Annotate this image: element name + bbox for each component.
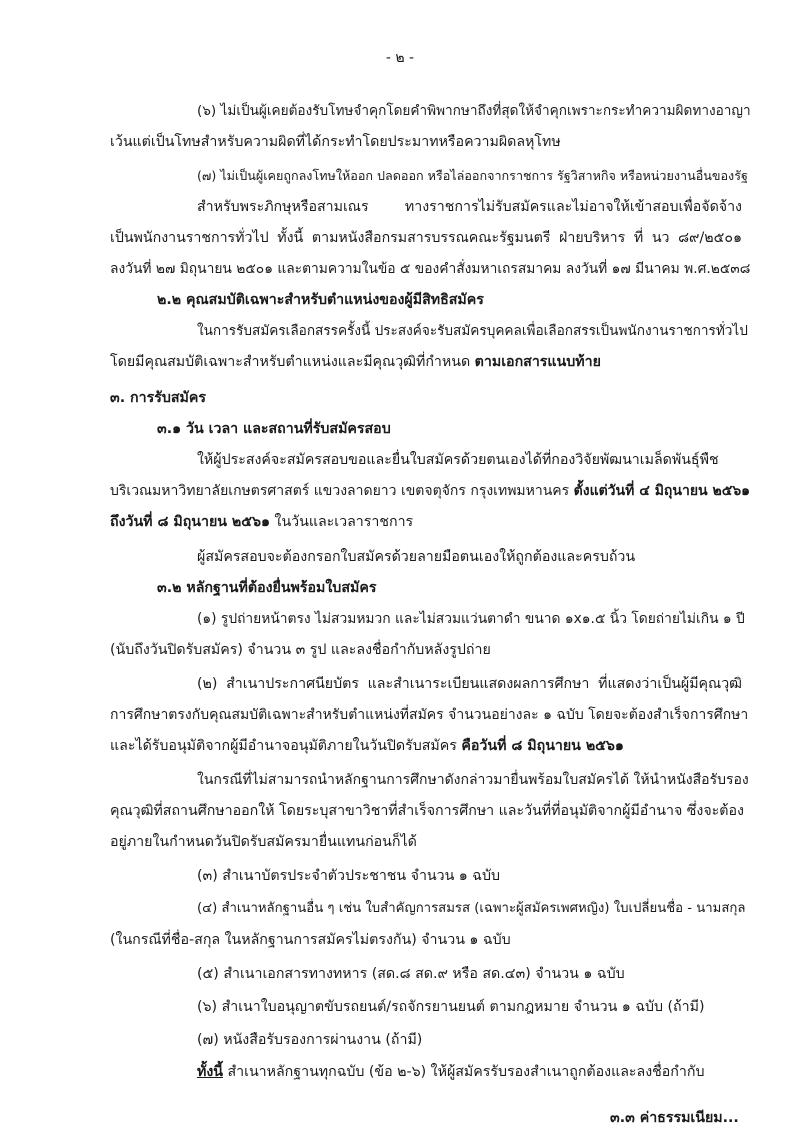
alternative-line-1: ในกรณีที่ไม่สามารถนำหลักฐานการศึกษาดังกล่าวมายื่นพร้อมใบสมัครได้ ให้นำหนังสือรับรอง <box>197 772 749 788</box>
doc-item-1-line-2: (นับถึงวันปิดรับสมัคร) จำนวน ๓ รูป และลงชื่อกำกับหลังรูปถ่าย <box>110 642 491 658</box>
section-3-1-line-3 <box>110 512 413 532</box>
location-text: บริเวณมหาวิทยาลัยเกษตรศาสตร์ แขวงลาดยาว เขตจตุจักร กรุงเทพมหานคร <box>110 483 574 499</box>
item-6-line-2: เว้นแต่เป็นโทษสำหรับความผิดที่ได้กระทำโดยประมาทหรือความผิดลหุโทษ <box>110 134 561 150</box>
doc-item-1-line-1: (๑) รูปถ่ายหน้าตรง ไม่สวมหมวก และไม่สวมแว่นตาดำ ขนาด ๑x๑.๕ นิ้ว โดยถ่ายไม่เกิน ๑ ปี <box>197 611 745 627</box>
doc-item-4-line-1: (๔) สำเนาหลักฐานอื่น ๆ เช่น ใบสำคัญการสมรส (เฉพาะผู้สมัครเพศหญิง) ใบเปลี่ยนชื่อ - นามสกุล <box>197 901 746 916</box>
doc-item-2-line-1: (๒) สำเนาประกาศนียบัตร และสำเนาระเบียนแสดงผลการศึกษา ที่แสดงว่าเป็นผู้มีคุณวุฒิ <box>197 676 742 692</box>
monk-clause-line-1: สำหรับพระภิกษุหรือสามเณร ทางราชการไม่รับสมัครและไม่อาจให้เข้าสอบเพื่อจัดจ้าง <box>197 199 742 215</box>
monk-clause-line-2: เป็นพนักงานราชการทั่วไป ทั้งนี้ ตามหนังสือกรมสารบรรณคณะรัฐมนตรี ฝ่ายบริหาร ที่ นว ๘๙/๒๕๐๑ <box>110 230 742 246</box>
item-6-line-1: (๖) ไม่เป็นผู้เคยต้องรับโทษจำคุกโดยคำพิพากษาถึงที่สุดให้จำคุกเพราะกระทำความผิดทางอาญา <box>197 103 751 119</box>
start-date: ตั้งแต่วันที่ ๔ มิถุนายน ๒๕๖๑ <box>573 483 751 499</box>
section-3-1-line-1: ให้ผู้ประสงค์จะสมัครสอบขอและยื่นใบสมัครด้วยตนเองได้ที่กองวิจัยพัฒนาเมล็ดพันธุ์พืช <box>197 452 719 468</box>
approval-text: และได้รับอนุมัติจากผู้มีอำนาจอนุมัติภายในวันปิดรับสมัคร <box>110 738 462 754</box>
section-3-1-heading: ๓.๑ วัน เวลา และสถานที่รับสมัครสอบ <box>157 421 391 437</box>
section-3-2-heading: ๓.๒ หลักฐานที่ต้องยื่นพร้อมใบสมัคร <box>157 580 377 596</box>
note-label: ทั้งนี้ <box>197 1064 223 1080</box>
doc-item-3: (๓) สำเนาบัตรประจำตัวประชาชน จำนวน ๑ ฉบับ <box>197 868 500 884</box>
attachment-reference: ตามเอกสารแนบท้าย <box>474 354 601 370</box>
section-3-1-line-2 <box>110 481 750 501</box>
doc-item-4-line-2: (ในกรณีที่ชื่อ-สกุล ในหลักฐานการสมัครไม่ตรงกัน) จำนวน ๑ ฉบับ <box>110 932 511 948</box>
doc-item-2-line-2: การศึกษาตรงกับคุณสมบัติเฉพาะสำหรับตำแหน่งที่สมัคร จำนวนอย่างละ ๑ ฉบับ โดยจะต้องสำเร็จการศึกษา <box>110 707 749 723</box>
section-3-1-line-4: ผู้สมัครสอบจะต้องกรอกใบสมัครด้วยลายมือตนเองให้ถูกต้องและครบถ้วน <box>197 549 636 565</box>
section-2-2-heading: ๒.๒ คุณสมบัติเฉพาะสำหรับตำแหน่งของผู้มีสิทธิสมัคร <box>157 292 484 308</box>
office-hours-text: ในวันและเวลาราชการ <box>270 514 414 530</box>
section-2-2-line-2 <box>110 352 601 372</box>
section-2-2-text: โดยมีคุณสมบัติเฉพาะสำหรับตำแหน่งและมีคุณวุฒิที่กำหนด <box>110 354 475 370</box>
doc-item-2-line-3 <box>110 736 624 756</box>
certification-note <box>197 1062 704 1082</box>
note-text: สำเนาหลักฐานทุกฉบับ (ข้อ ๒-๖) ให้ผู้สมัครรับรองสำเนาถูกต้องและลงชื่อกำกับ <box>222 1064 705 1080</box>
continuation-footer: ๓.๓ ค่าธรรมเนียม... <box>610 1110 739 1126</box>
doc-item-5: (๕) สำเนาเอกสารทางทหาร (สด.๘ สด.๙ หรือ สด.๔๓) จำนวน ๑ ฉบับ <box>197 966 625 982</box>
alternative-line-2: คุณวุฒิที่สถานศึกษาออกให้ โดยระบุสาขาวิชาที่สำเร็จการศึกษา และวันที่ที่อนุมัติจากผู้มีอำนาจ ซึ่งจะต้อง <box>110 803 744 819</box>
closing-date: คือวันที่ ๘ มิถุนายน ๒๕๖๑ <box>461 738 624 754</box>
section-3-heading: ๓. การรับสมัคร <box>110 390 206 406</box>
section-2-2-line-1: ในการรับสมัครเลือกสรรครั้งนี้ ประสงค์จะรับสมัครบุคคลเพื่อเลือกสรรเป็นพนักงานราชการทั่วไป <box>197 323 748 339</box>
item-7-line: (๗) ไม่เป็นผู้เคยถูกลงโทษให้ออก ปลดออก หรือไล่ออกจากราชการ รัฐวิสาหกิจ หรือหน่วยงานอื่นของรัฐ <box>197 168 748 183</box>
doc-item-7: (๗) หนังสือรับรองการผ่านงาน (ถ้ามี) <box>197 1032 423 1048</box>
page-number: - ๒ - <box>385 50 415 66</box>
alternative-line-3: อยู่ภายในกำหนดวันปิดรับสมัครมายื่นแทนก่อนก็ได้ <box>110 834 417 850</box>
doc-item-6: (๖) สำเนาใบอนุญาตขับรถยนต์/รถจักรยานยนต์ ตามกฎหมาย จำนวน ๑ ฉบับ (ถ้ามี) <box>197 999 705 1015</box>
monk-clause-line-3: ลงวันที่ ๒๗ มิถุนายน ๒๕๐๑ และตามความในข้อ ๕ ของคำสั่งมหาเถรสมาคม ลงวันที่ ๑๗ มีนาคม พ.ศ.๒๕๓๘ <box>110 261 751 277</box>
end-date: ถึงวันที่ ๘ มิถุนายน ๒๕๖๑ <box>110 514 271 530</box>
